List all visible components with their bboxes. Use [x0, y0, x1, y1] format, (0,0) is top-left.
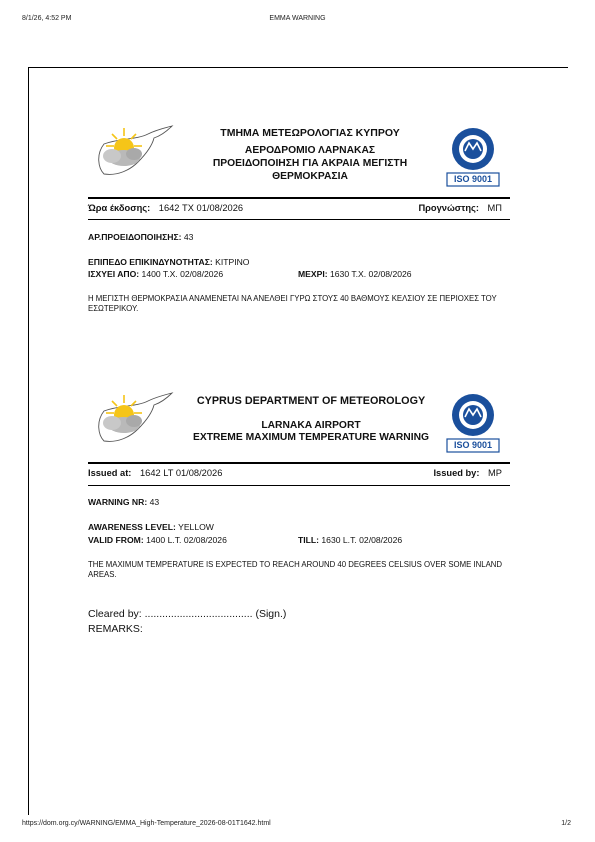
- valid-from-value-gr: 1400 Τ.Χ. 02/08/2026: [141, 269, 224, 279]
- valid-from-en: [88, 535, 227, 545]
- department-title-en: CYPRUS DEPARTMENT OF METEOROLOGY: [196, 395, 426, 407]
- iso-label-gr: ISO 9001: [453, 174, 493, 184]
- iso-badge-gr: [441, 125, 505, 189]
- warning-nr-label-en: WARNING NR:: [88, 497, 148, 507]
- warning-nr-en: [88, 497, 159, 507]
- valid-from-label-gr: ΙΣΧΥΕΙ ΑΠΟ:: [88, 269, 140, 279]
- iso-label-en: ISO 9001: [453, 440, 493, 450]
- valid-till-value-en: 1630 L.T. 02/08/2026: [321, 535, 403, 545]
- met-logo-en: [90, 391, 178, 453]
- warning-title-gr-1: ΠΡΟΕΙΔΟΠΟΙΗΣΗ ΓΙΑ ΑΚΡΑΙΑ ΜΕΓΙΣΤΗ: [212, 158, 408, 169]
- valid-from-label-en: VALID FROM:: [88, 535, 144, 545]
- warning-nr-gr: [88, 232, 193, 242]
- forecaster-label-gr: Προγνώστης:: [418, 203, 479, 213]
- airport-title-gr: ΑΕΡΟΔΡΟΜΙΟ ΛΑΡΝΑΚΑΣ: [244, 145, 376, 156]
- cleared-by: Cleared by: ..................................... (Sign.): [88, 608, 287, 620]
- awareness-level-gr: [88, 257, 250, 267]
- rule-top-gr: [88, 197, 510, 199]
- warning-nr-value-en: 43: [149, 497, 160, 507]
- valid-till-label-en: TILL:: [298, 535, 319, 545]
- awareness-label-en: AWARENESS LEVEL:: [88, 522, 176, 532]
- remarks: REMARKS:: [88, 623, 143, 635]
- warning-nr-label-gr: ΑΡ.ΠΡΟΕΙΔΟΠΟΙΗΣΗΣ:: [88, 232, 182, 242]
- awareness-label-gr: ΕΠΙΠΕΔΟ ΕΠΙΚΙΝΔΥΝΟΤΗΤΑΣ:: [88, 257, 213, 267]
- print-page-number: 1/2: [561, 820, 571, 827]
- issued-label-gr: Ώρα έκδοσης:: [88, 203, 151, 213]
- warning-title-en: EXTREME MAXIMUM TEMPERATURE WARNING: [192, 432, 430, 443]
- issued-value-gr: 1642 TX 01/08/2026: [158, 203, 244, 213]
- rule-bottom-gr: [88, 219, 510, 220]
- rule-top-en: [88, 462, 510, 464]
- forecaster-value-gr: ΜΠ: [487, 203, 502, 213]
- valid-till-value-gr: 1630 Τ.Χ. 02/08/2026: [330, 269, 412, 279]
- department-title-gr: ΤΜΗΜΑ ΜΕΤΕΩΡΟΛΟΓΙΑΣ ΚΥΠΡΟΥ: [220, 127, 400, 139]
- issued-row-gr: [88, 203, 508, 219]
- valid-from-gr: [88, 269, 223, 279]
- page-frame-left: [28, 67, 29, 815]
- valid-from-value-en: 1400 L.T. 02/08/2026: [146, 535, 227, 545]
- issued-row-en: [88, 468, 508, 484]
- warning-text-gr: Η ΜΕΓΙΣΤΗ ΘΕΡΜΟΚΡΑΣΙΑ ΑΝΑΜΕΝΕΤΑΙ ΝΑ ΑΝΕΛΘΕΙ ΓΥΡΩ ΣΤΟΥΣ 40 ΒΑΘΜΟΥΣ ΚΕΛΣΙΟΥ ΣΕ ΠΕΡΙΟΧΕΣ ΤΟΥ ΕΣΩΤΕΡΙΚΟΥ.: [88, 294, 497, 313]
- forecaster-value-en: MP: [488, 468, 502, 478]
- awareness-value-gr: ΚΙΤΡΙΝΟ: [215, 257, 250, 267]
- issued-value-en: 1642 LT 01/08/2026: [140, 468, 223, 478]
- warning-nr-value-gr: 43: [183, 232, 194, 242]
- issued-label-en: Issued at:: [88, 468, 132, 478]
- warning-title-gr-2: ΘΕΡΜΟΚΡΑΣΙΑ: [272, 171, 348, 182]
- page-frame-top: [28, 67, 568, 68]
- valid-till-gr: [298, 269, 412, 279]
- airport-title-en: LARNAKA AIRPORT: [261, 420, 361, 431]
- print-url[interactable]: https://dom.org.cy/WARNING/EMMA_High-Temperature_2026-08-01T1642.html: [22, 820, 271, 827]
- print-title: EMMA WARNING: [269, 15, 326, 22]
- iso-badge-en: [441, 391, 505, 455]
- forecaster-label-en: Issued by:: [433, 468, 480, 478]
- awareness-level-en: [88, 522, 214, 532]
- met-logo-gr: [90, 124, 178, 186]
- awareness-value-en: YELLOW: [178, 522, 214, 532]
- print-datetime: 8/1/26, 4:52 PM: [22, 15, 72, 22]
- valid-till-en: [298, 535, 402, 545]
- rule-bottom-en: [88, 485, 510, 486]
- warning-text-en: THE MAXIMUM TEMPERATURE IS EXPECTED TO REACH AROUND 40 DEGREES CELSIUS OVER SOME INLAND AREAS.: [88, 560, 503, 579]
- valid-till-label-gr: ΜΕΧΡΙ:: [298, 269, 328, 279]
